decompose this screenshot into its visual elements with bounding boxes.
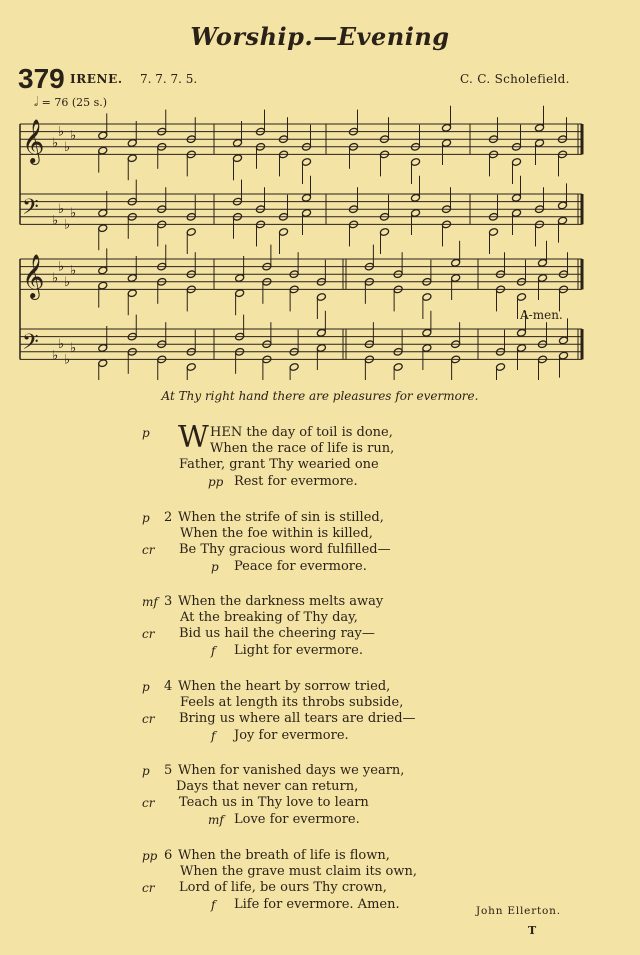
- flat-icon: ♭: [64, 352, 71, 368]
- flat-icon: ♭: [70, 206, 77, 221]
- dynamic-mark: p: [211, 559, 219, 574]
- verse-line: Father, grant Thy wearied one: [179, 457, 379, 473]
- flat-icon: ♭: [58, 202, 65, 218]
- verse-line: Days that never can return,: [176, 779, 359, 795]
- flat-icon: ♭: [58, 259, 65, 275]
- dynamic-mark: p: [142, 511, 150, 525]
- verse-line: Light for evermore.: [234, 642, 363, 658]
- flat-icon: ♭: [52, 271, 59, 286]
- treble-clef-icon: 𝄞: [22, 254, 45, 298]
- verse-line: Bring us where all tears are dried—: [179, 711, 416, 727]
- half-note-icon: 𝅗𝅥: [34, 95, 39, 110]
- verse-line: Love for evermore.: [234, 811, 360, 827]
- dynamic-mark: p: [142, 680, 150, 694]
- tempo-text: = 76 (25 s.): [41, 96, 108, 109]
- verse-line: Life for evermore. Amen.: [234, 896, 400, 912]
- printer-signature: T: [528, 924, 537, 937]
- verse-number: 3: [164, 594, 173, 609]
- verse-line: At the breaking of Thy day,: [180, 610, 358, 626]
- meter: 7. 7. 7. 5.: [140, 72, 198, 86]
- verse-line: When the heart by sorrow tried,: [178, 679, 391, 694]
- dynamic-mark: cr: [142, 712, 155, 727]
- dynamic-mark: f: [211, 643, 216, 658]
- dynamic-mark: pp: [142, 849, 158, 863]
- dynamic-mark: p: [142, 426, 150, 440]
- flat-icon: ♭: [70, 128, 77, 144]
- verse-line: Joy for evermore.: [234, 727, 349, 743]
- flat-icon: ♭: [70, 263, 77, 279]
- verse-line: When the foe within is killed,: [180, 526, 373, 542]
- scripture-caption: At Thy right hand there are pleasures for evermore.: [161, 389, 479, 403]
- amen-text: A-men.: [520, 308, 563, 322]
- verse-line: When for vanished days we yearn,: [178, 763, 405, 778]
- flat-icon: ♭: [64, 139, 71, 155]
- verse-line: HEN the day of toil is done,: [210, 425, 393, 440]
- author: John Ellerton.: [476, 905, 561, 917]
- dynamic-mark: mf: [208, 812, 224, 827]
- verse-number: 2: [164, 510, 173, 525]
- flat-icon: ♭: [52, 136, 59, 151]
- dynamic-mark: pp: [208, 474, 224, 489]
- drop-cap: W: [178, 420, 209, 455]
- flat-icon: ♭: [52, 348, 59, 364]
- bass-clef-icon: 𝄢: [22, 195, 39, 225]
- composer: C. C. Scholefield.: [460, 72, 570, 86]
- dynamic-mark: f: [211, 897, 216, 912]
- bass-clef-icon: 𝄢: [22, 330, 39, 360]
- page-heading: Worship.—Evening: [190, 22, 450, 51]
- verse-line: When the grave must claim its own,: [180, 864, 417, 880]
- treble-clef-icon: 𝄞: [22, 119, 45, 163]
- flat-icon: ♭: [64, 274, 71, 290]
- dynamic-mark: cr: [142, 796, 155, 811]
- flat-icon: ♭: [52, 213, 59, 229]
- dynamic-mark: cr: [142, 627, 155, 642]
- verse-line: Be Thy gracious word fulfilled—: [179, 542, 391, 558]
- verse-line: When the race of life is run,: [210, 441, 395, 457]
- dynamic-mark: cr: [142, 543, 155, 558]
- verse-number: 4: [164, 679, 173, 694]
- flat-icon: ♭: [70, 341, 77, 356]
- music-score: [0, 0, 640, 380]
- dynamic-mark: f: [211, 728, 216, 743]
- flat-icon: ♭: [58, 337, 65, 353]
- verse-line: When the darkness melts away: [178, 594, 384, 609]
- flat-icon: ♭: [64, 217, 71, 233]
- flat-icon: ♭: [58, 124, 65, 140]
- verse-line: When the breath of life is flown,: [178, 848, 390, 863]
- dynamic-mark: cr: [142, 881, 155, 896]
- tune-name: IRENE.: [70, 72, 123, 86]
- hymn-number: 379: [18, 63, 65, 94]
- verse-line: Rest for evermore.: [234, 473, 358, 489]
- dynamic-mark: mf: [142, 595, 158, 609]
- verse-number: 6: [164, 848, 173, 863]
- verse-line: Lord of life, be ours Thy crown,: [179, 880, 387, 896]
- dynamic-mark: p: [142, 764, 150, 778]
- verse-number: 5: [164, 763, 173, 778]
- verse-line: When the strife of sin is stilled,: [178, 510, 384, 525]
- verse-line: Peace for evermore.: [234, 558, 367, 574]
- verse-line: Teach us in Thy love to learn: [179, 795, 369, 811]
- verse-line: Feels at length its throbs subside,: [180, 695, 404, 711]
- verse-line: Bid us hail the cheering ray—: [179, 626, 375, 642]
